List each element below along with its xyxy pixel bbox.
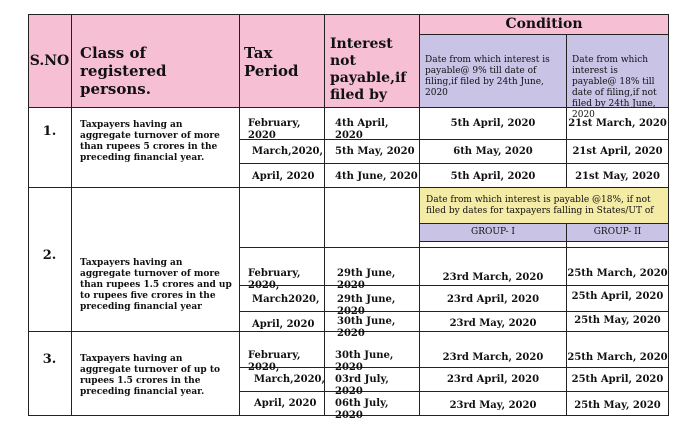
row2-blank-period <box>240 188 325 248</box>
row2-e2-b <box>567 286 669 312</box>
date-group2-label: 25th April, 2020 <box>571 374 664 385</box>
header-class-label: Class of registered persons. <box>80 44 167 98</box>
period-label: February, 2020, <box>248 350 301 373</box>
row1-e3-b <box>567 164 669 188</box>
row3-sno-label: 3. <box>42 352 57 367</box>
row2-e3-a <box>420 312 567 332</box>
date-18-label: 21st May, 2020 <box>575 171 660 182</box>
row1-desc-label: Taxpayers having an aggregate turnover of more than rupees 5 crores in the preceding financial year. <box>80 120 220 163</box>
row2-e2-deadline <box>325 286 420 317</box>
row3-e2-period <box>240 368 325 392</box>
header-tax-period <box>240 14 325 108</box>
row1-e2-a <box>420 140 567 164</box>
row3-e2-a <box>420 368 567 392</box>
group-note <box>420 188 669 224</box>
header-class <box>72 14 240 108</box>
row3-desc <box>72 332 240 416</box>
row1-e3-deadline <box>325 164 420 188</box>
header-cond-9-label: Date from which interest is payable@ 9% till date of filing,if filed by 24th June, 2020 <box>425 55 550 98</box>
row1-sno-label: 1. <box>42 124 57 139</box>
row2-e2-a <box>420 286 567 312</box>
row2-desc <box>72 188 240 332</box>
row3-e3-period <box>240 392 325 416</box>
row2-e1-b <box>567 248 669 286</box>
deadline-label: 4th June, 2020 <box>335 171 418 182</box>
row2-e3-deadline <box>325 312 420 339</box>
deadline-label: 06th July, 2020 <box>335 398 389 421</box>
row3-e3-a <box>420 392 567 416</box>
header-cond-18-label: Date from which interest is payable@ 18% till date of filing,if not filed by 24th June, 2020 <box>572 55 657 120</box>
date-18-label: 21st March, 2020 <box>568 118 667 129</box>
deadline-label: 03rd July, 2020 <box>335 374 389 397</box>
date-group1-label: 23rd April, 2020 <box>446 374 540 385</box>
header-sno <box>28 14 72 108</box>
date-group1-label: 23rd March, 2020 <box>442 352 544 363</box>
row3-e1-b <box>567 332 669 368</box>
date-group2-label: 25th March, 2020 <box>567 268 668 279</box>
row2-e1-a <box>420 248 567 286</box>
date-9-label: 5th April, 2020 <box>450 171 536 182</box>
row2-sno <box>28 188 72 332</box>
period-label: March2020, <box>252 294 320 305</box>
header-interest-label: Interest not payable,if filed by <box>330 36 407 103</box>
row1-sno <box>28 108 72 188</box>
group-2-label: GROUP- II <box>593 227 642 237</box>
deadline-label: 5th May, 2020 <box>335 146 415 157</box>
row3-e1-period <box>240 332 325 373</box>
interest-table <box>28 14 669 421</box>
row1-e2-period <box>240 140 325 164</box>
group-note-label: Date from which interest is payable @18%, if not filed by dates for taxpayers falling in States/UT of <box>426 195 654 216</box>
period-label: February, 2020 <box>248 118 301 141</box>
row2-desc-label: Taxpayers having an aggregate turnover of more than rupees 1.5 crores and up to rupees five crores in the preceding financial year <box>80 258 232 312</box>
row3-e3-b <box>567 392 669 416</box>
date-group1-label: 23rd May, 2020 <box>449 318 537 329</box>
period-label: March,2020, <box>252 146 323 157</box>
row3-e2-deadline <box>325 368 420 397</box>
group-1-label: GROUP- I <box>471 227 515 237</box>
date-group1-label: 23rd April, 2020 <box>446 294 540 305</box>
row3-e1-deadline <box>325 332 420 373</box>
header-interest <box>325 14 420 108</box>
date-group1-label: 23rd May, 2020 <box>449 400 537 411</box>
period-label: April, 2020 <box>252 171 315 182</box>
deadline-label: 4th April, 2020 <box>335 118 389 141</box>
row2-sno-label: 2. <box>42 248 57 263</box>
date-group2-label: 25th May, 2020 <box>574 400 661 411</box>
row2-e1-period <box>240 248 325 291</box>
date-group2-label: 25th May, 2020 <box>574 315 661 326</box>
date-group1-label: 23rd March, 2020 <box>442 272 544 283</box>
deadline-label: 29th June, 2020 <box>337 294 396 317</box>
row1-e2-deadline <box>325 140 420 164</box>
header-cond-18 <box>567 35 669 120</box>
row3-e3-deadline <box>325 392 420 421</box>
header-condition-label: Condition <box>505 16 583 32</box>
header-condition <box>420 14 669 35</box>
date-group2-label: 25th April, 2020 <box>571 291 664 302</box>
date-18-label: 21st April, 2020 <box>572 146 663 157</box>
group-2-header <box>567 224 669 242</box>
deadline-label: 30th June, 2020 <box>337 316 396 339</box>
date-9-label: 5th April, 2020 <box>450 118 536 129</box>
period-label: April, 2020 <box>252 319 315 330</box>
period-label: March,2020, <box>254 374 325 385</box>
row2-e3-b <box>567 312 669 332</box>
deadline-label: 29th June, 2020 <box>337 268 396 291</box>
date-group2-label: 25th March, 2020 <box>567 352 668 363</box>
row1-e3-a <box>420 164 567 188</box>
row3-desc-label: Taxpayers having an aggregate turnover of up to rupees 1.5 crores in the preceding financial year. <box>80 354 220 397</box>
row3-sno <box>28 332 72 416</box>
date-9-label: 6th May, 2020 <box>453 146 533 157</box>
row2-e3-period <box>240 312 325 332</box>
header-cond-9 <box>420 35 567 108</box>
deadline-label: 30th June, 2020 <box>335 350 394 373</box>
row2-e1-deadline <box>325 248 420 291</box>
row3-e2-b <box>567 368 669 392</box>
row1-e1-b <box>567 108 669 140</box>
row1-desc <box>72 108 240 188</box>
row3-e1-a <box>420 332 567 368</box>
row1-e1-period <box>240 108 325 140</box>
header-tax-period-label: Tax Period <box>244 44 299 80</box>
row1-e2-b <box>567 140 669 164</box>
period-label: February, 2020, <box>248 268 301 291</box>
row1-e3-period <box>240 164 325 188</box>
row1-e1-a <box>420 108 567 140</box>
row1-e1-deadline <box>325 108 420 140</box>
header-sno-label: S.NO <box>29 52 70 69</box>
row2-blank-deadline <box>325 188 420 248</box>
group-1-header <box>420 224 567 242</box>
period-label: April, 2020 <box>254 398 317 409</box>
row2-e2-period <box>240 286 325 312</box>
